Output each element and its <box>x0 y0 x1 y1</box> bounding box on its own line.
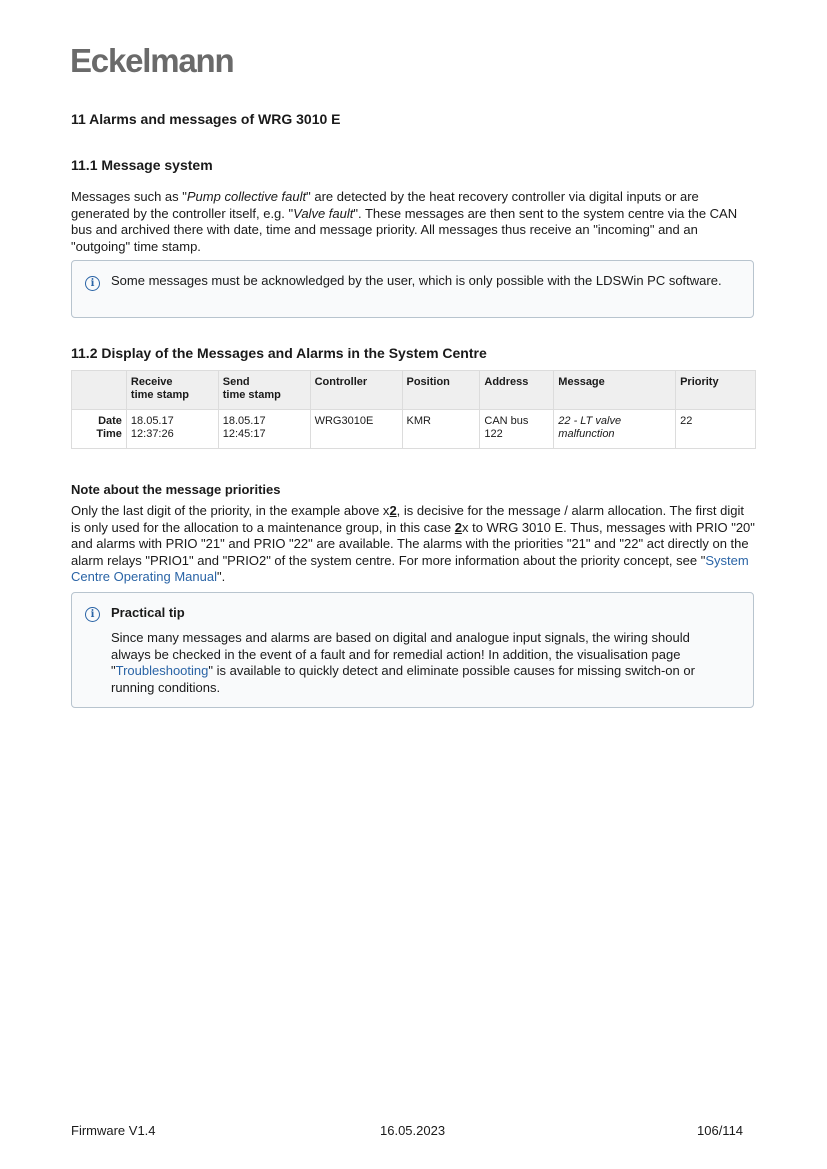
text-run-italic: Pump collective fault <box>186 189 307 204</box>
table-header-receive <box>126 371 218 410</box>
receive-cell <box>126 410 218 449</box>
message-cell <box>554 410 676 449</box>
message-line: 22 - LT valve <box>558 415 622 427</box>
section-title-message-system: 11.1 Message system <box>71 157 213 173</box>
text-run: ". <box>216 569 226 585</box>
table-header-send <box>218 371 310 410</box>
chapter-title: 11 Alarms and messages of WRG 3010 E <box>71 111 341 127</box>
text-run: Since many messages and alarms are based on digital and analogue input signals, the wiring should always be checked in the event of a fault and for remedial action! In addition, the visualisation page " <box>111 630 690 679</box>
troubleshooting-link[interactable]: Troubleshooting <box>115 663 209 679</box>
position-cell: KMR <box>402 410 480 449</box>
priority-cell: 22 <box>676 410 756 449</box>
text-run: Messages such as " <box>71 189 187 204</box>
send-time: 12:45:17 <box>222 428 266 440</box>
table-row <box>72 410 756 449</box>
send-date: 18.05.17 <box>222 415 266 427</box>
header-line: Receive <box>130 376 173 388</box>
row-label-date: Date <box>98 415 122 427</box>
receive-time: 12:37:26 <box>130 428 174 440</box>
send-cell <box>218 410 310 449</box>
acknowledge-note-text: Some messages must be acknowledged by the user, which is only possible with the LDSWin PC software. <box>111 273 722 288</box>
table-header-empty <box>72 371 127 410</box>
row-label-cell <box>72 410 127 449</box>
footer-date: 16.05.2023 <box>380 1123 446 1138</box>
practical-tip-text <box>111 630 725 696</box>
header-line: time stamp <box>130 389 189 401</box>
header-line: time stamp <box>222 389 281 401</box>
priorities-paragraph <box>71 503 756 586</box>
message-line: malfunction <box>558 428 615 440</box>
address-line: 122 <box>484 428 503 440</box>
table-header-message: Message <box>554 371 676 410</box>
practical-tip-title: Practical tip <box>111 605 185 620</box>
message-system-paragraph <box>71 189 756 255</box>
address-line: CAN bus <box>484 415 529 427</box>
info-icon: i <box>85 276 100 291</box>
text-run: Only the last digit of the priority, in the example above x <box>71 503 390 518</box>
info-icon: i <box>85 607 100 622</box>
address-cell <box>480 410 554 449</box>
eckelmann-logo: Eckelmann <box>70 42 234 79</box>
text-run: " is available to quickly detect and eliminate possible causes for missing switch-on or running conditions. <box>111 663 695 695</box>
row-label-time: Time <box>96 428 122 440</box>
text-run: , is decisive for the message / alarm allocation. The first digit is only used for the allocation to a maintenance group, in this case <box>71 503 744 535</box>
table-header-priority: Priority <box>676 371 756 410</box>
text-run-italic: Valve fault <box>293 205 354 221</box>
controller-cell: WRG3010E <box>310 410 402 449</box>
priorities-heading: Note about the message priorities <box>71 482 281 497</box>
acknowledge-note-box <box>71 260 754 318</box>
message-example-table <box>71 370 756 449</box>
text-run-bold: 2 <box>454 519 462 535</box>
receive-date: 18.05.17 <box>130 415 174 427</box>
table-header-position: Position <box>402 371 480 410</box>
text-run: ". These messages are then sent to the system centre via the CAN bus and archived there with date, time and message priority. All messages thus receive an "incoming" and an "outgoing" time stamp. <box>71 205 738 254</box>
system-centre-manual-link[interactable]: System Centre Operating Manual <box>71 552 749 585</box>
footer-page-number: 106/114 <box>697 1123 744 1138</box>
table-header-address: Address <box>480 371 554 410</box>
table-header-row <box>72 371 756 410</box>
text-run: x to WRG 3010 E. Thus, messages with PRIO "20" and alarms with PRIO "21" and PRIO "22" are available. The alarms with the priorities "21" and "22" act directly on the alarm relays "PRIO1" and "PRIO2" of the system centre. For more information about the priority concept, see " <box>71 519 755 568</box>
practical-tip-box <box>71 592 754 708</box>
table-header-controller: Controller <box>310 371 402 410</box>
footer-firmware: Firmware V1.4 <box>71 1123 156 1138</box>
header-line: Send <box>222 376 250 388</box>
text-run: " are detected by the heat recovery controller via digital inputs or are generated by the controller itself, e.g. " <box>71 189 699 221</box>
section-title-display: 11.2 Display of the Messages and Alarms in the System Centre <box>71 345 487 361</box>
text-run-bold: 2 <box>389 503 397 518</box>
